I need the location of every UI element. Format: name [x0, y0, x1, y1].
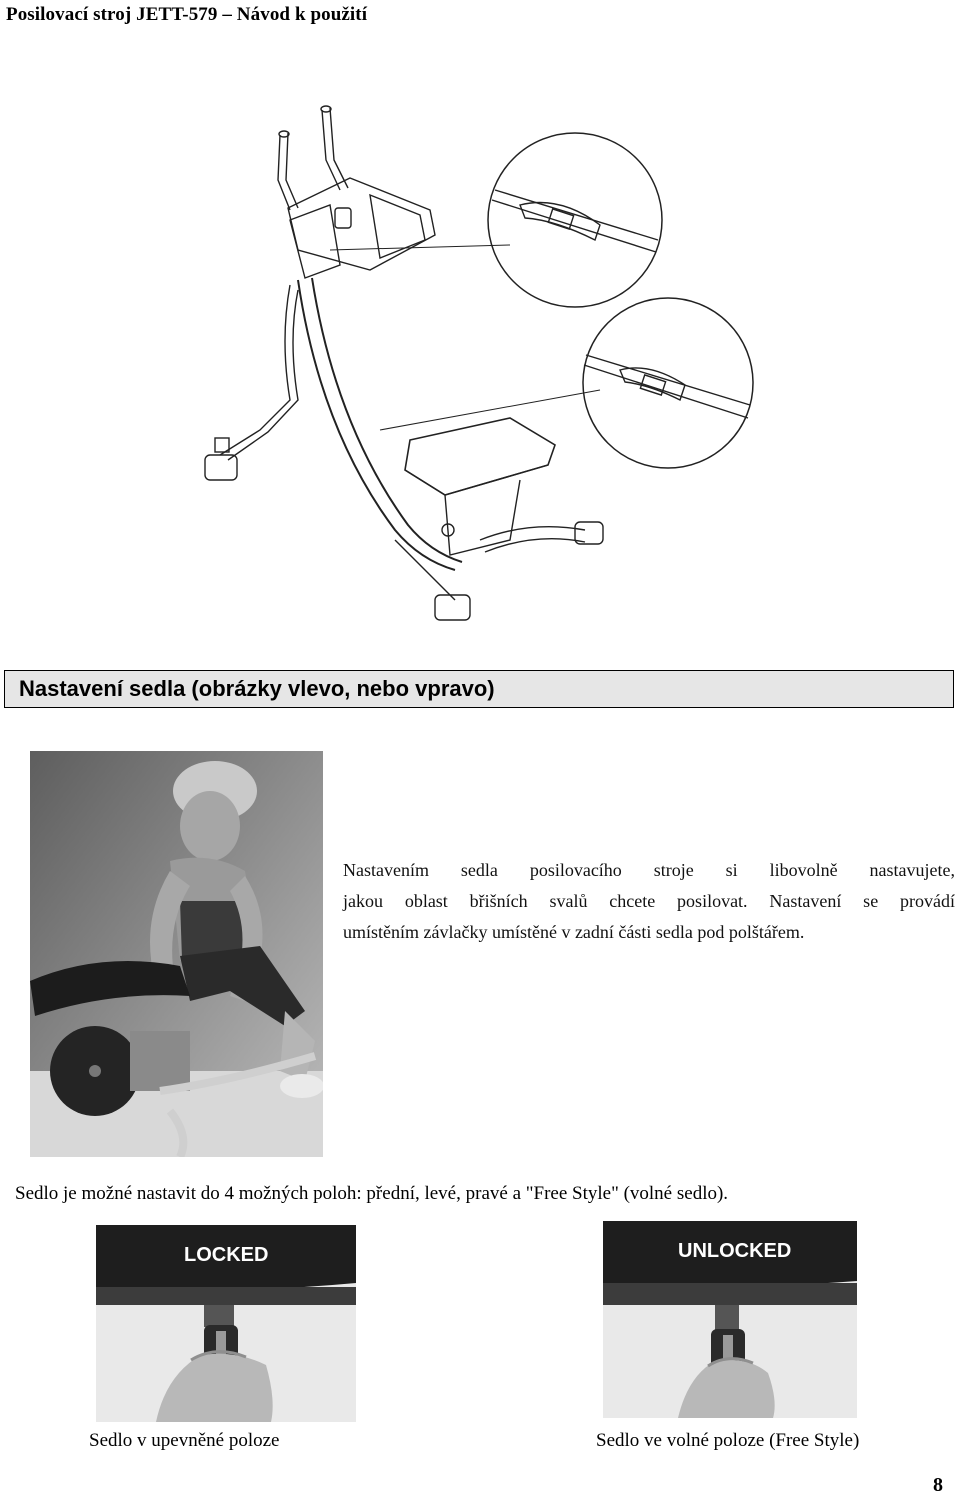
locked-seat-photo [96, 1225, 356, 1422]
machine-diagram [180, 100, 770, 640]
locked-label: LOCKED [184, 1244, 269, 1266]
intro-paragraph [343, 855, 955, 948]
intro-line: jakou oblast břišních svalů chcete posilovat. Nastavení se provádí [343, 891, 955, 911]
intro-line: umístěním závlačky umístěné v zadní části sedla pod polštářem. [343, 922, 805, 942]
woman-adjusting-seat-photo [30, 751, 323, 1157]
section-title: Nastavení sedla (obrázky vlevo, nebo vpravo) [19, 676, 495, 701]
unlocked-caption: Sedlo ve volné poloze (Free Style) [596, 1430, 860, 1451]
unlocked-label: UNLOCKED [678, 1240, 792, 1262]
locked-caption: Sedlo v upevněné poloze [89, 1430, 280, 1451]
intro-line: Nastavením sedla posilovacího stroje si libovolně nastavujete, [343, 860, 955, 880]
seat-positions-text: Sedlo je možné nastavit do 4 možných poloh: přední, levé, pravé a "Free Style" (volné sedlo). [15, 1183, 729, 1204]
document-header: Posilovací stroj JETT-579 – Návod k použití [6, 4, 368, 25]
section-title-bar [4, 670, 954, 708]
page-number: 8 [933, 1474, 943, 1496]
unlocked-seat-photo [603, 1221, 857, 1418]
